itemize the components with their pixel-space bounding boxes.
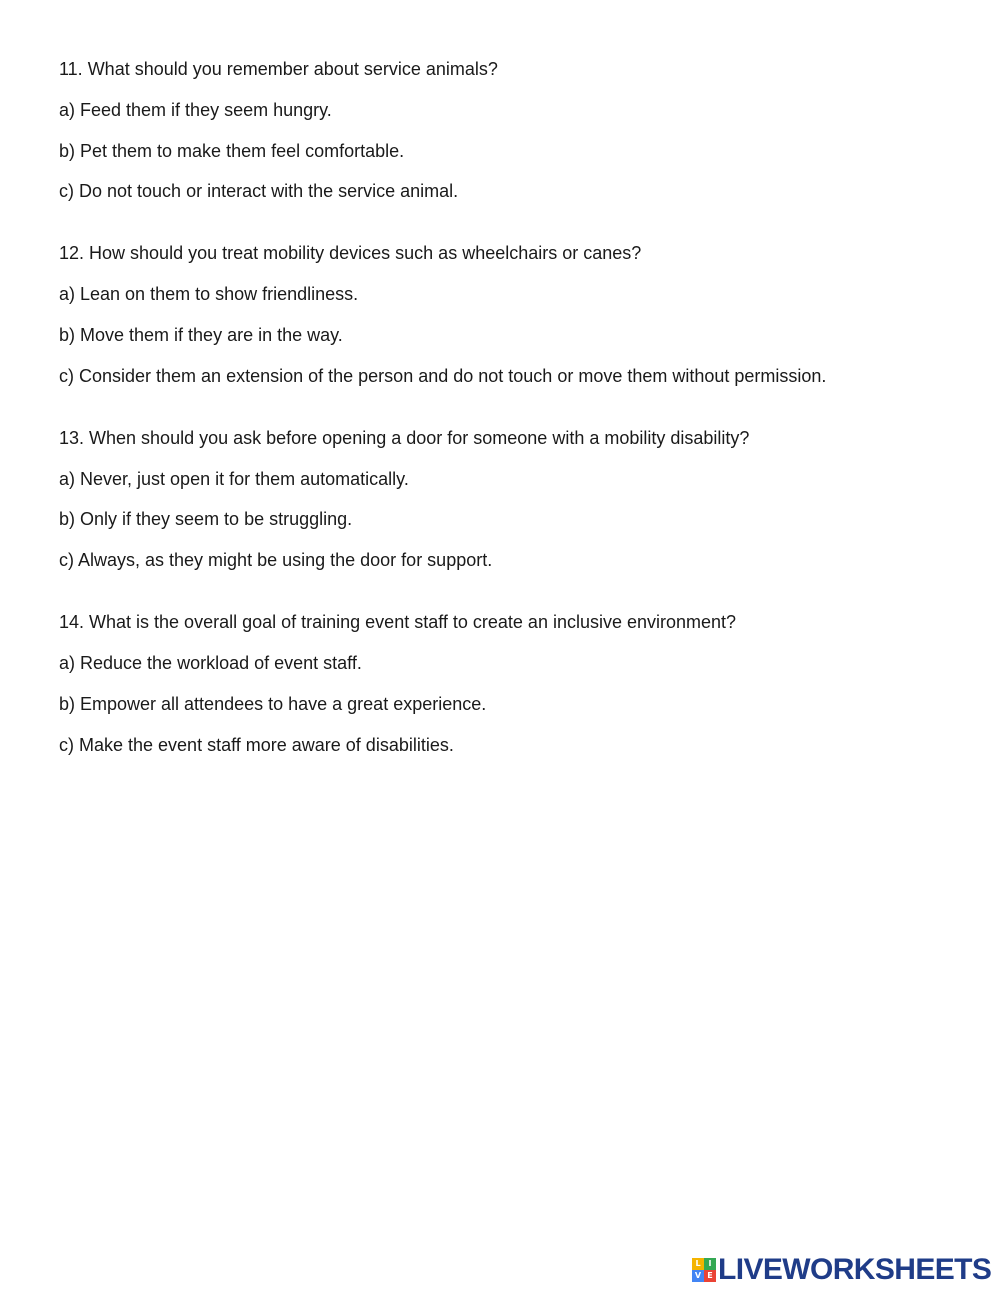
logo-mark-icon (692, 1258, 716, 1282)
logo-text: LIVEWORKSHEETS (718, 1253, 992, 1286)
answer-option-c: c) Do not touch or interact with the service animal. (59, 181, 459, 202)
logo-mark-letter: L (692, 1258, 704, 1270)
answer-option-c: c) Consider them an extension of the person and do not touch or move them without permission. (59, 365, 827, 386)
question-prompt: 13. When should you ask before opening a door for someone with a mobility disability? (59, 427, 750, 448)
question-12 (59, 242, 959, 386)
question-11 (59, 58, 959, 202)
question-prompt: 14. What is the overall goal of training event staff to create an inclusive environment? (59, 612, 737, 633)
answer-option-c: c) Always, as they might be using the door for support. (59, 550, 493, 571)
logo-mark-letter: E (704, 1270, 716, 1282)
worksheet-content (59, 58, 959, 796)
question-prompt: 11. What should you remember about service animals? (59, 59, 498, 79)
logo-mark-letter: V (692, 1270, 704, 1282)
answer-option-c: c) Make the event staff more aware of disabilities. (59, 734, 454, 755)
answer-option-a: a) Reduce the workload of event staff. (59, 652, 362, 673)
answer-option-b: b) Pet them to make them feel comfortable. (59, 140, 405, 161)
answer-option-a: a) Lean on them to show friendliness. (59, 284, 359, 305)
answer-option-a: a) Never, just open it for them automatically. (59, 468, 409, 489)
question-13 (59, 427, 959, 571)
liveworksheets-logo (692, 1255, 991, 1285)
answer-option-b: b) Empower all attendees to have a great experience. (59, 693, 487, 714)
answer-option-a: a) Feed them if they seem hungry. (59, 99, 332, 120)
question-prompt: 12. How should you treat mobility devices such as wheelchairs or canes? (59, 243, 642, 264)
answer-option-b: b) Move them if they are in the way. (59, 324, 343, 345)
logo-mark-letter: I (704, 1258, 716, 1270)
answer-option-b: b) Only if they seem to be struggling. (59, 509, 353, 530)
question-14 (59, 611, 959, 755)
